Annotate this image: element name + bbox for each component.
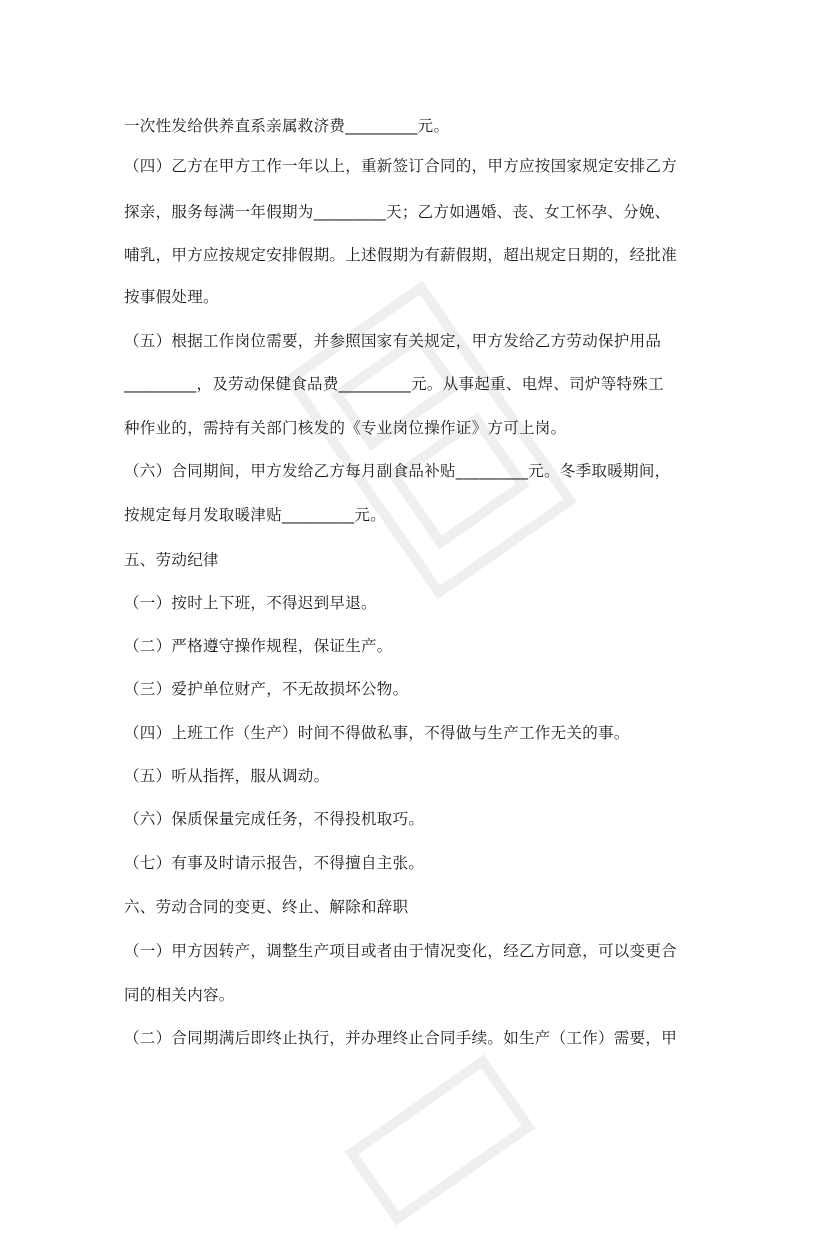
text-line: 探亲，服务每满一年假期为_________天；乙方如遇婚、丧、女工怀孕、分娩、 [124, 203, 671, 221]
text-line: 哺乳，甲方应按规定安排假期。上述假期为有薪假期，超出规定日期的，经批准 [124, 246, 678, 264]
section-heading: 六、劳动合同的变更、终止、解除和辞职 [124, 898, 409, 916]
text-line: （四）乙方在甲方工作一年以上，重新签订合同的，甲方应按国家规定安排乙方 [124, 157, 678, 175]
text-line: （六）保质保量完成任务，不得投机取巧。 [124, 810, 425, 828]
text-line: （二）合同期满后即终止执行，并办理终止合同手续。如生产（工作）需要，甲 [124, 1029, 678, 1047]
text-line: 同的相关内容。 [124, 986, 235, 1004]
watermark-icon [324, 1033, 557, 1246]
text-line: （一）按时上下班，不得迟到早退。 [124, 594, 377, 612]
text-line: 按事假处理。 [124, 288, 219, 306]
section-heading: 五、劳动纪律 [124, 551, 219, 569]
text-line: （六）合同期间，甲方发给乙方每月副食品补贴_________元。冬季取暖期间， [124, 462, 671, 480]
text-line: （二）严格遵守操作规程，保证生产。 [124, 637, 393, 655]
text-line: （七）有事及时请示报告，不得擅自主张。 [124, 854, 425, 872]
text-line: 一次性发给供养直系亲属救济费_________元。 [124, 117, 450, 135]
text-line: （四）上班工作（生产）时间不得做私事，不得做与生产工作无关的事。 [124, 724, 630, 742]
text-line: （五）听从指挥，服从调动。 [124, 767, 330, 785]
text-line: 按规定每月发取暖津贴_________元。 [124, 506, 387, 524]
text-line: 种作业的，需持有关部门核发的《专业岗位操作证》方可上岗。 [124, 419, 567, 437]
text-line: （一）甲方因转产，调整生产项目或者由于情况变化，经乙方同意，可以变更合 [124, 942, 678, 960]
text-line: （三）爱护单位财产，不无故损坏公物。 [124, 680, 409, 698]
text-line: _________，及劳动保健食品费_________元。从事起重、电焊、司炉等特殊工 [124, 375, 664, 393]
text-line: （五）根据工作岗位需要，并参照国家有关规定，甲方发给乙方劳动保护用品 [124, 332, 662, 350]
